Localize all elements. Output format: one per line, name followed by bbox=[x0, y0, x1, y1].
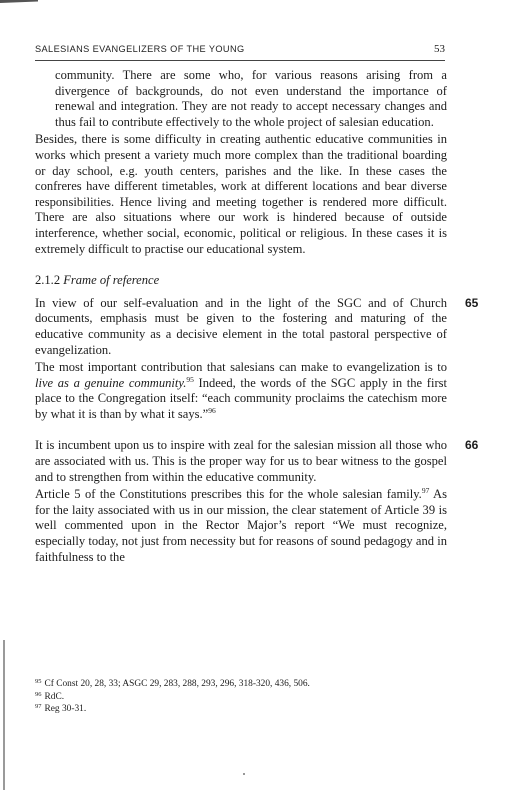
page-body bbox=[35, 68, 479, 567]
section-number: 2.1.2 bbox=[35, 273, 61, 288]
quote-block: community. There are some who, for various reasons arising from a divergence of backgrounds, do not even understand the importance of renewal and integration. They are not ready to accept necessary changes and thus fail to contribute effectively to the whole project of salesian education. bbox=[55, 68, 447, 129]
paragraph-65-text: In view of our self-evaluation and in the light of the SGC and of Church documents, emphasis must be given to the fostering and maturing of the educative community as a decisive element in the total pastoral perspective of evangelization. bbox=[35, 295, 447, 357]
scan-corner-mark bbox=[0, 0, 40, 10]
article5-text-after: As for the laity associated with us in our mission, the clear statement of Article 39 is well commented upon in the Rector Major’s report “We must recognize, especially today, not just from necessity but for reasons of sound pedagogy and in faithfulness to the bbox=[35, 487, 447, 564]
paragraph-66-text: It is incumbent upon us to inspire with zeal for the salesian mission all those who are associated with us. This is the proper way for us to bear witness to the gospel and to strengthen from within the educative community. bbox=[35, 438, 447, 484]
paragraph-contribution bbox=[35, 360, 447, 422]
running-head: SALESIANS EVANGELIZERS OF THE YOUNG bbox=[35, 44, 245, 54]
footnote-ref-96[interactable]: 96 bbox=[208, 405, 216, 415]
footnote-number: 95 bbox=[35, 678, 42, 685]
footnote-number: 96 bbox=[35, 690, 42, 698]
footnote-ref-97[interactable]: 97 bbox=[421, 486, 430, 496]
footnote-ref-95[interactable]: 95 bbox=[186, 374, 194, 384]
contribution-text-after: Indeed, the words of the SGC apply in the first place to the Congregation itself: “each community proclaims the catechism more by what it is than by what it says.” bbox=[35, 375, 447, 421]
page-header bbox=[35, 44, 445, 61]
paragraph-66 bbox=[35, 438, 479, 485]
footnote-96 bbox=[35, 691, 447, 704]
paragraph-65 bbox=[35, 295, 479, 358]
margin-number-65: 65 bbox=[465, 295, 479, 310]
contribution-text-before: The most important contribution that salesians can make to evangelization is to bbox=[35, 360, 447, 375]
paragraph-gap bbox=[35, 424, 447, 438]
section-title: Frame of reference bbox=[63, 273, 160, 288]
scan-edge-mark bbox=[3, 640, 5, 790]
paragraph-article5 bbox=[35, 487, 447, 565]
footnotes bbox=[35, 678, 447, 716]
footnote-text: RdC. bbox=[44, 691, 65, 702]
footnote-97 bbox=[35, 703, 447, 716]
contribution-emphasis: live as a genuine community. bbox=[35, 375, 187, 390]
section-heading bbox=[35, 273, 447, 289]
section-gap bbox=[35, 259, 447, 273]
paragraph-besides: Besides, there is some difficulty in creating authentic educative communities in works which present a variety much more complex than the traditional boarding or day school, e.g. youth centers, parishes and the like. In these cases the confreres have different timetables, work at different locations and bear diverse responsibilities. Hence living and meeting together is rendered more difficult. There are also situations where our work is hindered because of outside interference, whether social, economic, political or religious. In these cases it is extremely difficult to practise our educational system. bbox=[35, 132, 447, 256]
article5-text-before: Article 5 of the Constitutions prescribes this for the whole salesian family. bbox=[35, 487, 422, 502]
footnote-text: Reg 30-31. bbox=[44, 704, 87, 714]
footnote-number: 97 bbox=[35, 703, 42, 710]
page-number: 53 bbox=[434, 43, 445, 55]
footnote-95 bbox=[35, 678, 447, 691]
scan-speck bbox=[243, 773, 245, 775]
margin-number-66: 66 bbox=[465, 438, 479, 453]
footnote-text: Cf Const 20, 28, 33; ASGC 29, 283, 288, 293, 296, 318-320, 436, 506. bbox=[44, 679, 310, 689]
